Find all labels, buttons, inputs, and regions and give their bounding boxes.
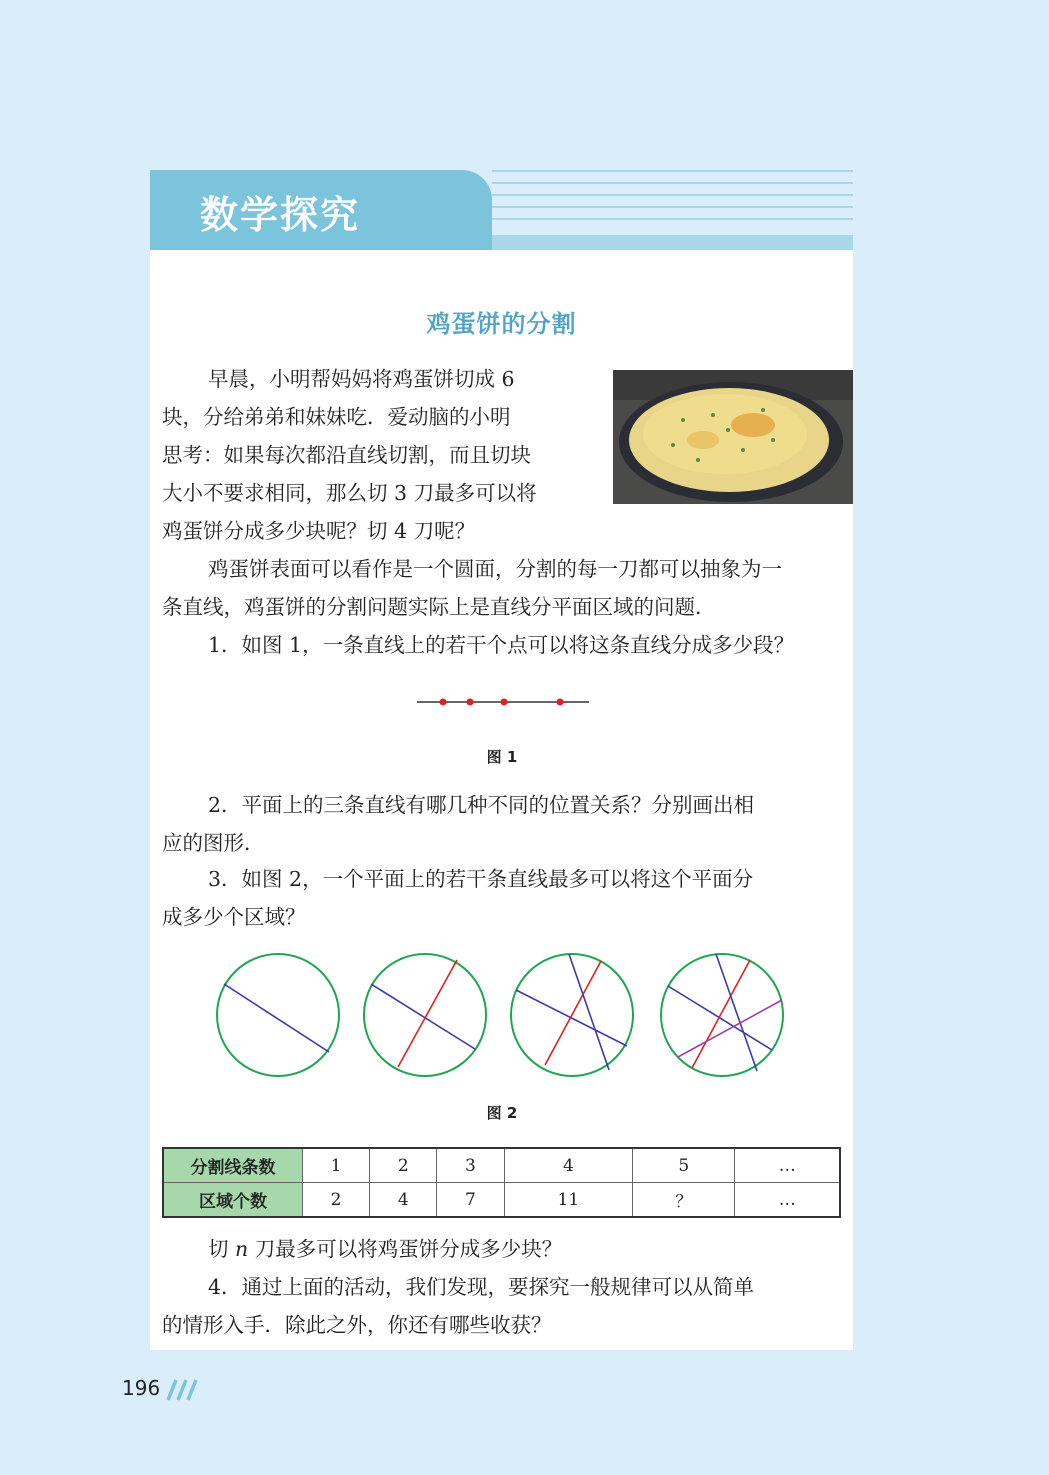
question-2-line-2: 应的图形．	[162, 831, 265, 855]
egg-pancake-photo	[613, 370, 853, 504]
intro-line-1: 早晨，小明帮妈妈将鸡蛋饼切成 6	[208, 367, 515, 391]
abstract-line-2: 条直线，鸡蛋饼的分割问题实际上是直线分平面区域的问题．	[162, 595, 716, 619]
circle-one-line	[217, 954, 339, 1076]
circle-three-lines	[511, 954, 633, 1076]
variable-n: n	[235, 1237, 249, 1261]
table-cell: 7	[437, 1183, 504, 1218]
question-4-line-1: 4．通过上面的活动，我们发现，要探究一般规律可以从简单	[208, 1275, 755, 1299]
question-3-line-2: 成多少个区域？	[162, 905, 306, 929]
question-1: 1．如图 1，一条直线上的若干个点可以将这条直线分成多少段？	[208, 633, 795, 657]
question-4-line-2: 的情形入手．除此之外，你还有哪些收获？	[162, 1313, 552, 1337]
table-cell: 11	[504, 1183, 633, 1218]
page-content	[150, 250, 853, 1350]
figure-2-circle-divisions	[213, 950, 793, 1080]
figure-1-line-with-points	[413, 692, 593, 712]
intro-line-2: 块，分给弟弟和妹妹吃．爱动脑的小明	[162, 405, 511, 429]
table-row	[163, 1148, 840, 1183]
figure-2-caption: 图 2	[486, 1104, 518, 1122]
table-cell: 2	[370, 1148, 437, 1183]
section-title: 鸡蛋饼的分割	[426, 310, 577, 338]
figure-1-caption: 图 1	[486, 748, 518, 766]
table-cell: 5	[633, 1148, 735, 1183]
page-number: 196	[122, 1376, 161, 1400]
table-cell: …	[735, 1148, 840, 1183]
table-header-regions: 区域个数	[163, 1183, 303, 1218]
abstract-line-1: 鸡蛋饼表面可以看作是一个圆面，分割的每一刀都可以抽象为一	[208, 557, 782, 581]
table-row	[163, 1183, 840, 1218]
table-header-lines: 分割线条数	[163, 1148, 303, 1183]
cut-n-question	[208, 1230, 562, 1268]
table-cell: 3	[437, 1148, 504, 1183]
cut-n-pre: 切	[208, 1237, 236, 1261]
section-banner	[150, 170, 853, 250]
data-table	[162, 1147, 841, 1218]
banner-title: 数学探究	[200, 193, 361, 237]
banner-tab	[150, 170, 492, 250]
table-cell: 4	[504, 1148, 633, 1183]
banner-stripes	[492, 170, 853, 250]
table-cell: ？	[633, 1183, 735, 1218]
question-3-line-1: 3．如图 2，一个平面上的若干条直线最多可以将这个平面分	[208, 867, 754, 891]
intro-line-3: 思考：如果每次都沿直线切割，而且切块	[162, 443, 531, 467]
table-cell: 2	[303, 1183, 370, 1218]
intro-line-5: 鸡蛋饼分成多少块呢？切 4 刀呢？	[162, 519, 476, 543]
table-cell: 1	[303, 1148, 370, 1183]
cut-n-post: 刀最多可以将鸡蛋饼分成多少块？	[248, 1237, 563, 1261]
table-cell: 4	[370, 1183, 437, 1218]
page-slash-ornament	[160, 1378, 200, 1402]
circle-two-lines	[364, 954, 486, 1076]
table-cell: …	[735, 1183, 840, 1218]
question-2-line-1: 2．平面上的三条直线有哪几种不同的位置关系？分别画出相	[208, 793, 755, 817]
circle-four-lines	[661, 954, 783, 1076]
intro-line-4: 大小不要求相同，那么切 3 刀最多可以将	[162, 481, 537, 505]
